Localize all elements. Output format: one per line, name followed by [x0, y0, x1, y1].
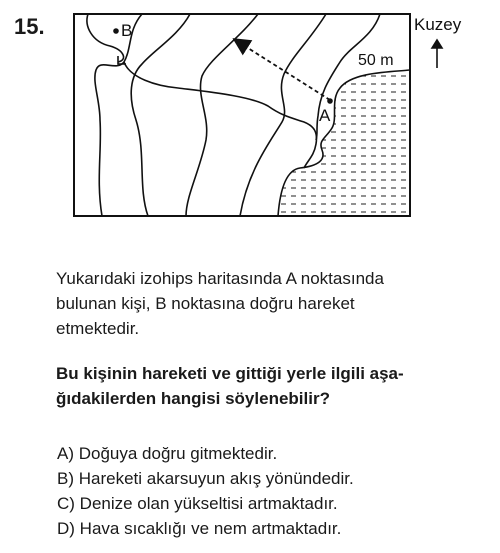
intro-line: bulunan kişi, B noktasına doğru hareket — [56, 294, 355, 313]
intro-line: Yukarıdaki izohips haritasında A noktasında — [56, 269, 384, 288]
question-number: 15. — [14, 14, 45, 39]
point-b-label: B — [121, 21, 133, 40]
contour-map — [0, 0, 500, 260]
point-b-marker — [113, 28, 119, 34]
north-label: Kuzey — [414, 15, 462, 34]
contour-label: 50 m — [358, 52, 394, 69]
river — [124, 62, 317, 168]
prompt-line: ğıdakilerden hangisi söylenebilir? — [56, 389, 330, 408]
question-intro — [56, 266, 476, 341]
intro-line: etmektedir. — [56, 319, 140, 338]
contour-line — [87, 14, 124, 62]
option-b[interactable]: B) Hareketi akarsuyun akış yönündedir. — [57, 469, 354, 488]
point-a-marker — [327, 98, 333, 104]
answer-options — [57, 441, 354, 541]
question-prompt — [56, 361, 496, 411]
north-arrow-icon — [432, 40, 442, 68]
prompt-line: Bu kişinin hareketi ve gittiği yerle ilgili aşa- — [56, 364, 404, 383]
point-a-label: A — [319, 106, 331, 125]
sea-area — [278, 70, 410, 216]
option-c[interactable]: C) Denize olan yükseltisi artmaktadır. — [57, 494, 338, 513]
option-a[interactable]: A) Doğuya doğru gitmektedir. — [57, 444, 278, 463]
option-d[interactable]: D) Hava sıcaklığı ve nem artmaktadır. — [57, 519, 342, 538]
contour-line — [131, 14, 190, 216]
